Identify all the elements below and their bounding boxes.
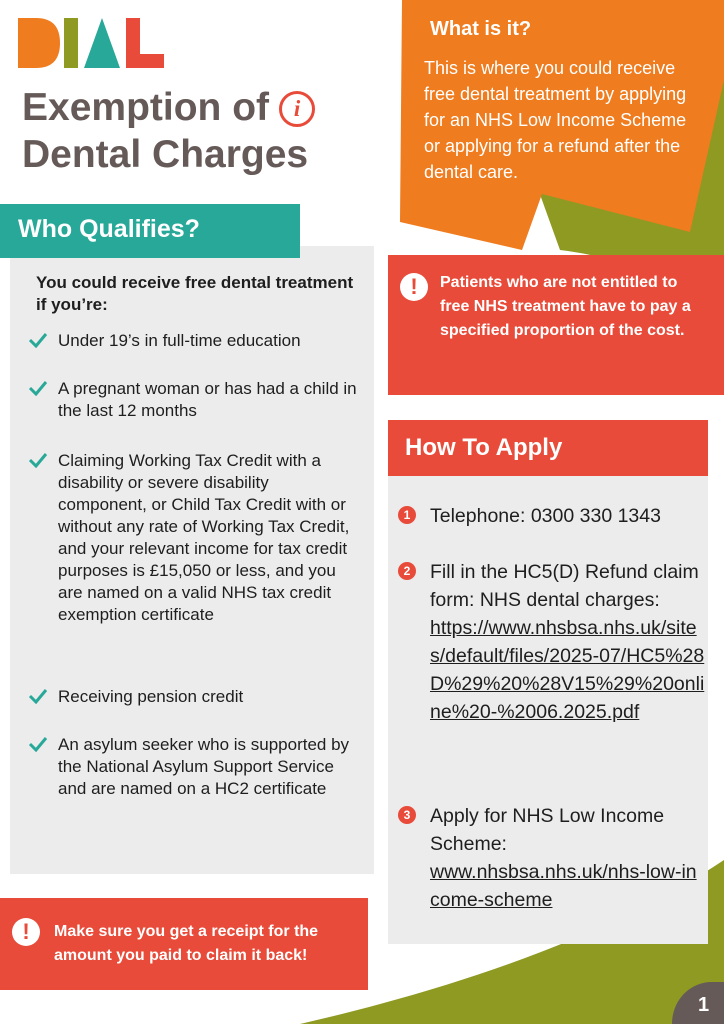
refund-form-link[interactable]: https://www.nhsbsa.nhs.uk/sites/default/files/2025-07/HC5%28D%29%20%28V15%29%20online%20-%2006.2025.pdf	[430, 617, 705, 723]
who-qualifies-header	[0, 204, 300, 258]
check-icon	[28, 332, 48, 348]
step-text: Apply for NHS Low Income Scheme:	[430, 805, 665, 855]
entitled-notice-text: Patients who are not entitled to free NHS treatment have to pay a specified proportion of the cost.	[440, 274, 691, 339]
qualification-text: Receiving pension credit	[58, 687, 244, 706]
alert-icon: !	[12, 918, 40, 946]
how-to-apply-heading: How To Apply	[405, 434, 563, 461]
entitled-notice	[388, 255, 724, 395]
how-to-apply-panel	[388, 420, 708, 944]
receipt-notice-text: Make sure you get a receipt for the amount you paid to claim it back!	[54, 923, 319, 964]
what-is-it-heading: What is it?	[430, 18, 532, 40]
how-to-apply-header	[388, 420, 708, 476]
qualification-text: A pregnant woman or has had a child in the last 12 months	[58, 379, 357, 420]
page-number	[678, 980, 724, 1030]
check-icon	[28, 380, 48, 396]
qualifications-intro: You could receive free dental treatment if you’re:	[36, 273, 354, 314]
dial-logo	[18, 18, 164, 68]
info-icon: i	[279, 91, 315, 127]
check-icon	[28, 688, 48, 704]
step-number-badge: 1	[398, 506, 416, 524]
what-is-it-text: This is where you could receive free dental treatment by applying for an NHS Low Income Scheme or applying for a refund after the dental care.	[424, 58, 687, 182]
title-line-2: Dental Charges	[22, 133, 309, 176]
qualifications-panel	[10, 246, 374, 874]
step-text: Fill in the HC5(D) Refund claim form: NHS dental charges:	[430, 561, 699, 611]
qualification-text: Under 19’s in full-time education	[58, 331, 301, 350]
step-number-badge: 2	[398, 562, 416, 580]
receipt-notice	[0, 898, 368, 990]
step-text: Telephone: 0300 330 1343	[430, 505, 661, 527]
step-number-badge: 3	[398, 806, 416, 824]
low-income-scheme-link[interactable]: www.nhsbsa.nhs.uk/nhs-low-income-scheme	[430, 861, 697, 911]
qualification-text: An asylum seeker who is supported by the National Asylum Support Service and are named on a HC2 certificate	[58, 735, 350, 798]
who-qualifies-heading: Who Qualifies?	[18, 215, 200, 243]
page-title	[22, 84, 382, 178]
check-icon	[28, 452, 48, 468]
alert-icon: !	[400, 273, 428, 301]
qualification-text: Claiming Working Tax Credit with a disability or severe disability component, or Child Tax Credit with or without any rate of Working Tax Credit, and your relevant income for tax credit purposes is £15,050 or less, and you are named on a valid NHS tax credit exemption certificate	[58, 451, 350, 624]
title-line-1: Exemption of	[22, 86, 270, 129]
page-number-text: 1	[698, 994, 710, 1016]
check-icon	[28, 736, 48, 752]
